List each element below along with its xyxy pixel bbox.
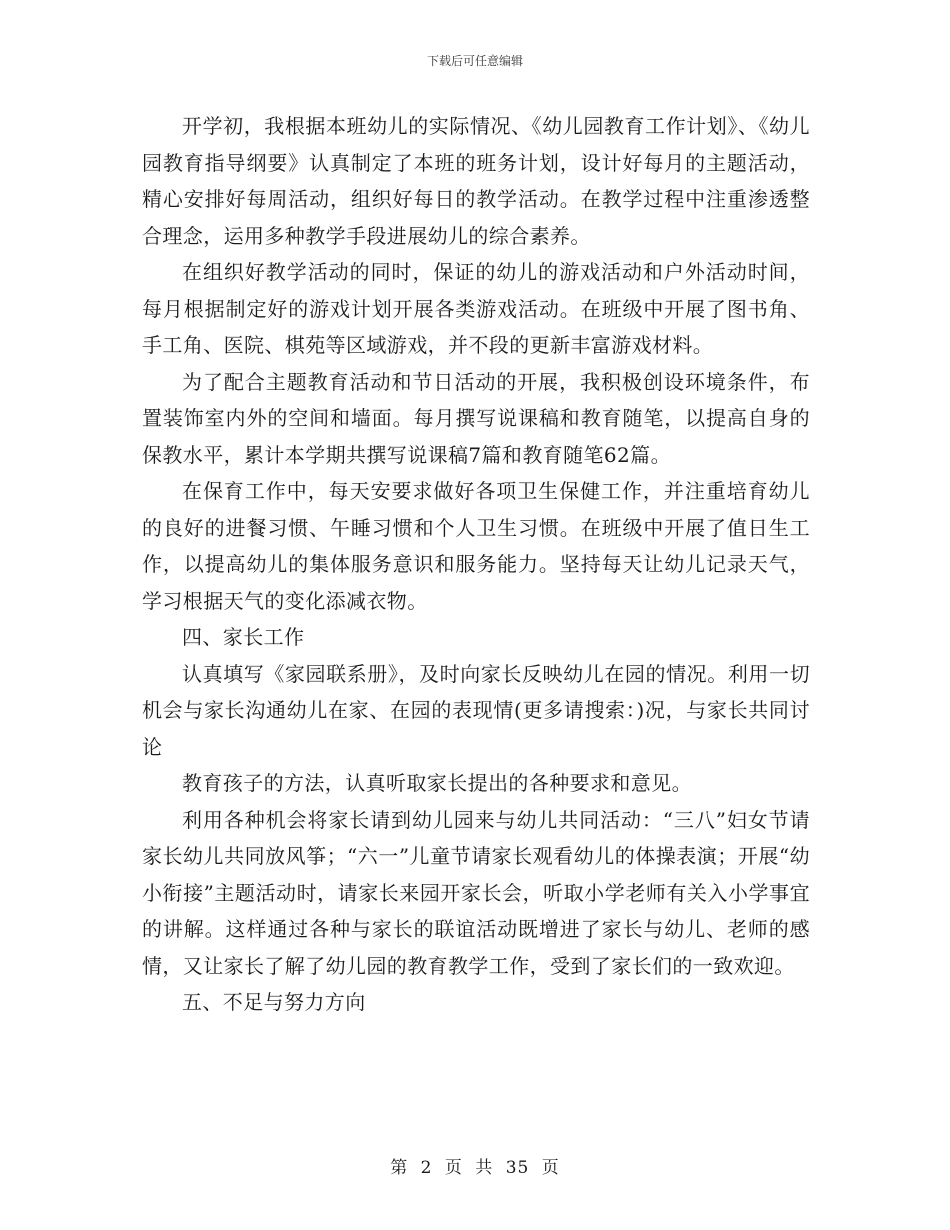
footer-total-pages: 35 [505, 1158, 530, 1178]
document-body [142, 108, 810, 1021]
footer-total-label: 共 [475, 1158, 494, 1178]
page-footer [0, 1153, 950, 1178]
footer-prefix: 第 [390, 1158, 409, 1178]
paragraph-7: 利用各种机会将家长请到幼儿园来与幼儿共同活动：“三八”妇女节请家长幼儿共同放风筝；“六一”儿童节请家长观看幼儿的体操表演；开展“幼小衔接”主题活动时，请家长来园开家长会，听取小学老师有关入小学事宜的讲解。这样通过各种与家长的联谊活动既增进了家长与幼儿、老师的感情，又让家长了解了幼儿园的教育教学工作，受到了家长们的一致欢迎。 [142, 807, 810, 978]
paragraph-2: 在组织好教学活动的同时，保证的幼儿的游戏活动和户外活动时间，每月根据制定好的游戏计划开展各类游戏活动。在班级中开展了图书角、手工角、医院、棋苑等区域游戏，并不段的更新丰富游戏材料。 [142, 260, 810, 357]
section-heading-shortcomings: 五、不足与努力方向 [182, 990, 366, 1014]
page-header-note: 下载后可任意编辑 [426, 54, 523, 68]
footer-suffix: 页 [541, 1158, 560, 1178]
footer-page-number: 2 [420, 1158, 433, 1178]
footer-page-label: 页 [444, 1158, 463, 1178]
paragraph-6: 教育孩子的方法，认真听取家长提出的各种要求和意见。 [182, 771, 692, 795]
paragraph-1: 开学初，我根据本班幼儿的实际情况、《幼儿园教育工作计划》、《幼儿园教育指导纲要》认真制定了本班的班务计划，设计好每月的主题活动，精心安排好每周活动，组织好每日的教学活动。在教学过程中注重渗透整合理念，运用多种教学手段进展幼儿的综合素养。 [142, 114, 810, 248]
paragraph-4: 在保育工作中，每天安要求做好各项卫生保健工作，并注重培育幼儿的良好的进餐习惯、午睡习惯和个人卫生习惯。在班级中开展了值日生工作，以提高幼儿的集体服务意识和服务能力。坚持每天让幼儿记录天气，学习根据天气的变化添减衣物。 [142, 479, 810, 613]
paragraph-5: 认真填写《家园联系册》，及时向家长反映幼儿在园的情况。利用一切机会与家长沟通幼儿在家、在园的表现情(更多请搜索：)况，与家长共同讨论 [142, 661, 810, 759]
paragraph-3: 为了配合主题教育活动和节日活动的开展，我积极创设环境条件，布置装饰室内外的空间和墙面。每月撰写说课稿和教育随笔，以提高自身的保教水平，累计本学期共撰写说课稿7篇和教育随笔62篇。 [142, 369, 810, 467]
section-heading-parent-work: 四、家长工作 [182, 625, 305, 649]
